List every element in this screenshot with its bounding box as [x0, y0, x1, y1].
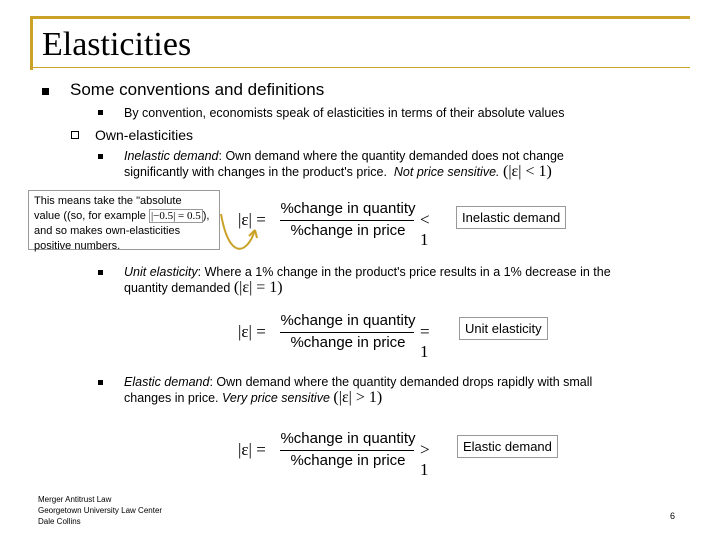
title-rule-left — [30, 16, 33, 70]
unit-definition — [124, 264, 694, 296]
formula-numerator: %change in quantity — [280, 430, 416, 447]
formula-lhs: |ε| = — [238, 210, 266, 229]
unit-formula — [238, 312, 438, 361]
elastic-tail: Very price sensitive — [222, 391, 330, 405]
callout-line-1: This means take the "absolute — [34, 195, 182, 207]
bullet-conventions: Some conventions and definitions — [70, 80, 325, 99]
formula-denominator: %change in price — [290, 222, 406, 239]
formula-relation: = 1 — [420, 322, 430, 361]
elastic-definition — [124, 374, 684, 406]
unit-text-b: quantity demanded — [124, 281, 231, 295]
formula-lhs: |ε| = — [238, 440, 266, 459]
slide-title: Elasticities — [42, 26, 192, 63]
absolute-value-callout — [28, 190, 220, 250]
unit-elasticity-label: Unit elasticity — [459, 317, 548, 340]
footer — [38, 494, 162, 527]
bullet-own-elasticities: Own-elasticities — [95, 127, 194, 143]
callout-line-3: and so makes own-elasticities — [34, 225, 181, 237]
page-number: 6 — [670, 511, 676, 521]
formula-numerator: %change in quantity — [280, 312, 416, 329]
inelastic-tail: Not price sensitive. — [393, 165, 500, 179]
unit-term: Unit elasticity — [124, 265, 198, 279]
fraction-bar — [280, 332, 414, 333]
title-rule-top — [30, 16, 690, 19]
formula-relation: < 1 — [420, 210, 430, 249]
unit-inline-formula: (|ε| = 1) — [233, 279, 283, 296]
formula-denominator: %change in price — [290, 334, 406, 351]
footer-line-3: Dale Collins — [38, 517, 81, 526]
footer-line-2: Georgetown University Law Center — [38, 506, 163, 515]
inelastic-definition — [124, 148, 684, 180]
inelastic-formula — [238, 200, 438, 249]
bullet-marker — [98, 270, 103, 275]
callout-line-2: value ((so, for example |−0.5| = 0.5 ), — [34, 210, 210, 222]
fraction-bar — [280, 450, 414, 451]
inelastic-demand-label: Inelastic demand — [456, 206, 566, 229]
bullet-marker — [98, 110, 103, 115]
elastic-term: Elastic demand — [124, 375, 210, 389]
inelastic-inline-formula: (|ε| < 1) — [503, 163, 552, 180]
inelastic-term: Inelastic demand — [124, 149, 219, 163]
callout-example-formula: |−0.5| = 0.5 — [150, 210, 201, 222]
inelastic-text-a: : Own demand where the quantity demanded does not change — [218, 149, 564, 163]
bullet-marker — [42, 88, 49, 95]
elastic-text-a: : Own demand where the quantity demanded drops rapidly with small — [209, 375, 593, 389]
unit-text-a: : Where a 1% change in the product's price results in a 1% decrease in the — [197, 265, 611, 279]
formula-numerator: %change in quantity — [280, 200, 416, 217]
callout-line-4: positive numbers. — [34, 240, 121, 252]
inelastic-text-b: significantly with changes in the product's price. — [124, 165, 387, 179]
elastic-demand-label: Elastic demand — [457, 435, 558, 458]
formula-lhs: |ε| = — [238, 322, 266, 341]
elastic-text-b: changes in price. — [124, 391, 219, 405]
bullet-marker-hollow — [71, 131, 79, 139]
bullet-marker — [98, 380, 103, 385]
title-rule-bottom — [30, 67, 690, 68]
formula-denominator: %change in price — [290, 452, 406, 469]
bullet-marker — [98, 154, 103, 159]
elastic-formula — [238, 430, 438, 479]
fraction-bar — [280, 220, 414, 221]
bullet-absolute-values: By convention, economists speak of elasticities in terms of their absolute values — [124, 106, 565, 120]
formula-relation: > 1 — [420, 440, 430, 479]
footer-line-1: Merger Antitrust Law — [38, 495, 112, 504]
elastic-inline-formula: (|ε| > 1) — [333, 389, 383, 406]
